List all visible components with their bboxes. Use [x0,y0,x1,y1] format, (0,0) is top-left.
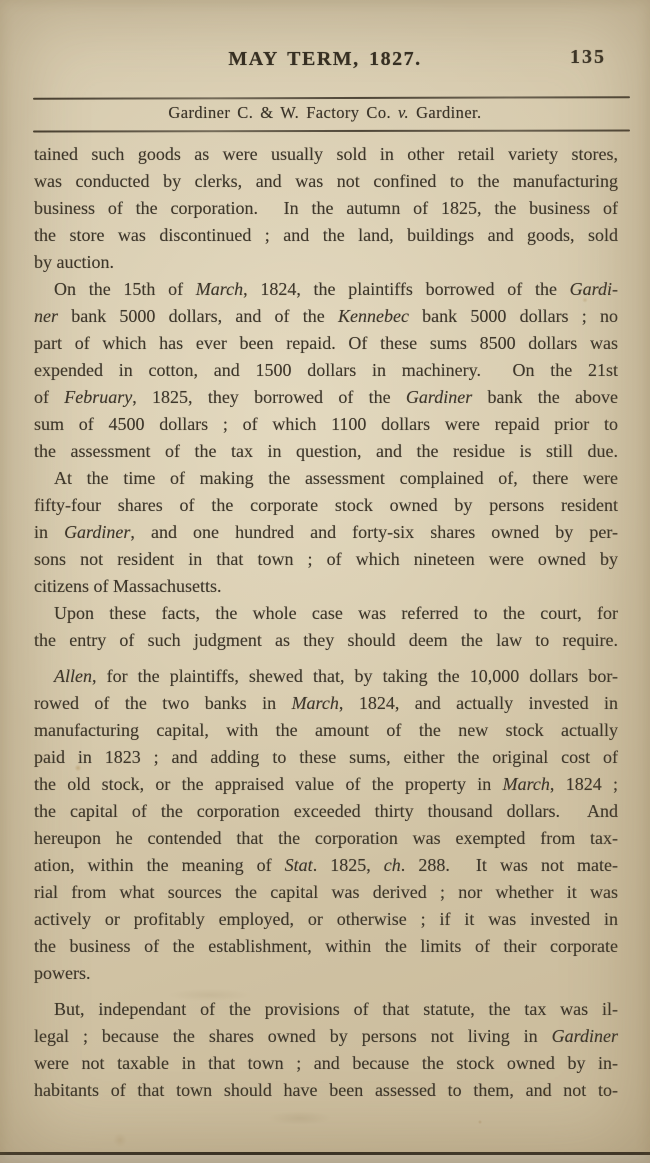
text-run: , 1824 ; [549,774,618,794]
text-run: rial from what sources the capital was derived ; nor whether it was [34,882,618,902]
text-run: Stat [284,855,313,875]
text-run: rowed of the two banks in [34,693,292,713]
body-paragraph [34,996,618,1104]
text-run: the business of the establishment, within the limits of their corporate [34,936,618,956]
text-run: the old stock, or the appraised value of the property in [34,774,503,794]
text-run: Upon these facts, the whole case was referred to the court, for [54,603,618,623]
text-run: the capital of the corporation exceeded thirty thousand dollars. And [34,801,618,821]
text-run: But, independant of the provisions of that statute, the tax was il- [54,999,618,1019]
body-line [34,492,618,519]
text-run: Gardiner. [409,103,482,122]
body-line [34,141,618,168]
text-run: , and one hundred and forty-six shares owned by per- [130,522,618,542]
text-run: bank 5000 dollars ; no [408,306,618,326]
text-run: At the time of making the assessment complained of, there were [54,468,618,488]
text-run: powers. [34,963,91,983]
text-run: expended in cotton, and 1500 dollars in machinery. On the 21st [34,360,618,380]
text-run: Allen [54,666,92,686]
body-line [34,357,618,384]
body-paragraph [34,663,618,987]
body-line [34,384,618,411]
body-text [34,141,618,1104]
body-line [34,249,618,276]
text-run: citizens of Massachusetts. [34,576,222,596]
body-line [34,438,618,465]
body-line [34,906,618,933]
body-line [34,330,618,357]
body-line [34,663,618,690]
text-run: paid in 1823 ; and adding to these sums, either the original cost of [34,747,618,767]
body-paragraph [34,276,618,465]
text-run: Kennebec [337,306,409,326]
text-run: sum of 4500 dollars ; of which 1100 dollars were repaid prior to [34,414,618,434]
body-line [34,600,618,627]
case-caption [0,103,650,123]
text-run: sons not resident in that town ; of which nineteen were owned by [34,549,618,569]
text-run: were not taxable in that town ; and because the stock owned by in- [34,1053,618,1073]
body-line [34,519,618,546]
text-run: Gardiner [551,1026,618,1046]
text-run: habitants of that town should have been assessed to them, and not to- [34,1080,618,1100]
text-run: the store was discontinued ; and the land, buildings and goods, sold [34,225,618,245]
body-line [34,717,618,744]
text-run: , for the plaintiffs, shewed that, by taking the 10,000 dollars bor- [92,666,618,686]
text-run: , 1825, they borrowed of the [132,387,406,407]
body-paragraph [34,600,618,654]
body-line [34,168,618,195]
text-run: March [291,693,339,713]
text-run: March [502,774,550,794]
text-run: tained such goods as were usually sold in other retail variety stores, [34,144,618,164]
body-line [34,465,618,492]
body-line [34,303,618,330]
text-run: ner [34,306,58,326]
text-run: February [64,387,133,407]
text-run: the entry of such judgment as they should deem the law to require. [34,630,618,650]
text-run: manufacturing capital, with the amount of the new stock actually [34,720,618,740]
text-run: actively or profitably employed, or otherwise ; if it was invested in [34,909,618,929]
body-line [34,1050,618,1077]
body-line [34,1077,618,1104]
scan-bottom-strip [0,1155,650,1163]
body-line [34,825,618,852]
header-rule-bottom [33,129,630,132]
text-run: in [34,522,65,542]
text-run: Gardiner [405,387,473,407]
body-line [34,546,618,573]
text-run: , 1824, the plaintiffs borrowed of the [243,279,570,299]
body-line [34,573,618,600]
text-run: ch [383,855,401,875]
text-run: bank 5000 dollars, and of the [58,306,338,326]
text-run: the assessment of the tax in question, and the residue is still due. [34,441,618,461]
text-run: bank the above [472,387,619,407]
body-line [34,1023,618,1050]
text-run: Gardi- [569,279,618,299]
text-run: , 1824, and actually invested in [338,693,618,713]
body-line [34,933,618,960]
text-run: March [195,279,244,299]
body-line [34,276,618,303]
text-run: legal ; because the shares owned by persons not living in [34,1026,552,1046]
header-rule-top [33,96,630,100]
text-run: was conducted by clerks, and was not confined to the manufacturing [34,171,618,191]
body-paragraph [34,141,618,276]
text-run: v. [398,103,410,122]
page-header [0,46,650,72]
text-run: Gardiner [64,522,131,542]
term-heading: MAY TERM, 1827. [228,48,422,70]
body-line [34,771,618,798]
text-run: by auction. [34,252,114,272]
text-run: . 1825, [312,855,384,875]
body-line [34,222,618,249]
body-line [34,960,618,987]
body-line [34,879,618,906]
body-line [34,195,618,222]
page-number: 135 [570,46,606,68]
text-run: of [34,387,65,407]
body-line [34,627,618,654]
text-run: hereupon he contended that the corporation was exempted from tax- [34,828,618,848]
text-run: part of which has ever been repaid. Of these sums 8500 dollars was [34,333,618,353]
text-run: On the 15th of [54,279,196,299]
body-line [34,690,618,717]
text-run: Gardiner C. & W. Factory Co. [168,103,399,122]
body-line [34,852,618,879]
body-line [34,744,618,771]
body-line [34,798,618,825]
text-run: . 288. It was not mate- [400,855,618,875]
body-line [34,996,618,1023]
text-run: ation, within the meaning of [34,855,285,875]
body-line [34,411,618,438]
text-run: business of the corporation. In the autumn of 1825, the business of [34,198,618,218]
body-paragraph [34,465,618,600]
text-run: fifty-four shares of the corporate stock owned by persons resident [34,495,618,515]
